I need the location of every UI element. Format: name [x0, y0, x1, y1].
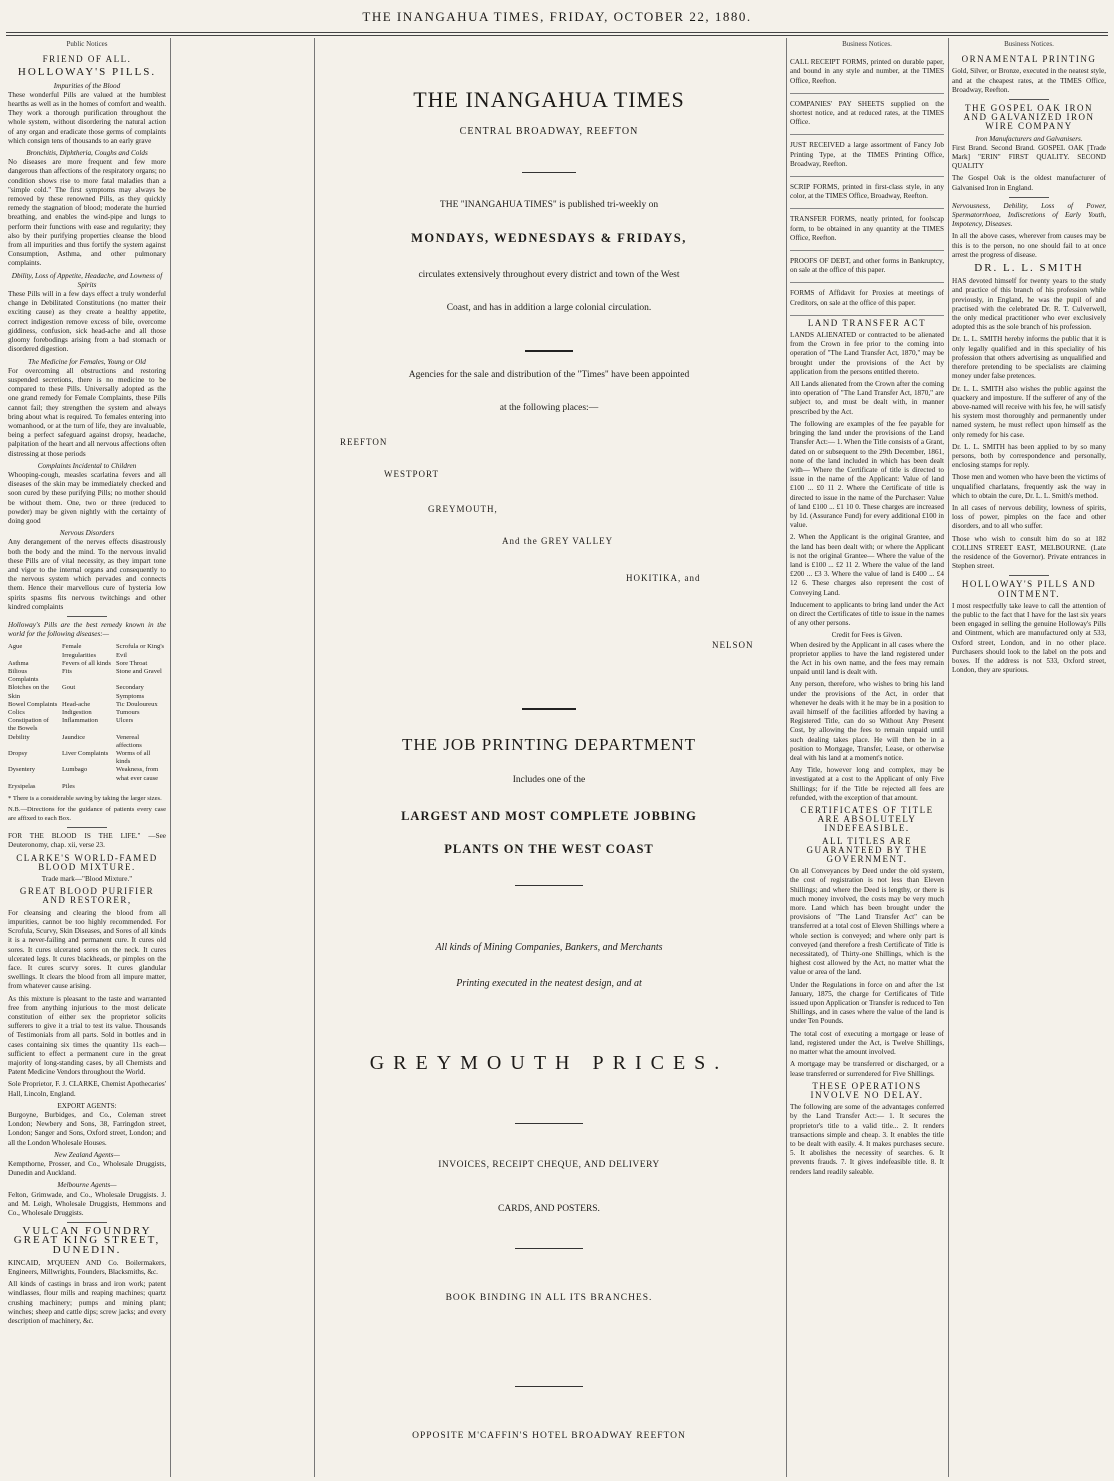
column-separator — [948, 38, 949, 1477]
disease-item: Venereal affections — [116, 733, 142, 749]
notice-heading: FRIEND OF ALL. — [42, 54, 132, 65]
paragraph: Dr. L. L. SMITH hereby informs the public that it is only legally qualified and in this speciality of his profession that others advertising as unqualified and therefore pretending to be specialists are claiming money under false pretences. — [952, 335, 1106, 381]
paragraph: First Brand. Second Brand. GOSPEL OAK [Trade Mark] "ERIN" FIRST QUALITY. SECOND QUALITY — [952, 143, 1106, 171]
subheading: Dbility, Loss of Appetite, Headache, and Lowness of Spirits — [11, 271, 163, 289]
disease-item: Gout — [62, 684, 76, 692]
subheading: Complaints Incidental to Children — [37, 461, 137, 470]
divider — [67, 827, 107, 828]
advert-address: CENTRAL BROADWAY, REEFTON — [459, 126, 639, 137]
disease-item: Dropsy — [8, 750, 28, 758]
notice-title: DR. L. L. SMITH — [974, 262, 1084, 275]
paragraph: The following are examples of the fee payable for bringing the land under the provisions of the Land Transfer Act:— 1. When the Title consists of a Grant, dated on or subsequent to the 29th December, 1861, none of the land included in which has been dealt with— Where the Certificate of title is directed to issue in the name of the Applicant: Value of land £100 ... £0 11 2. Where the Certificate of title is directed to issue in the name of the Purchaser: Value of land £100 ... £1 10 0. These charges are increased by 1d. (Assurance Fund) for every additional £100 in value. — [790, 419, 944, 530]
advert-text: THE "INANGAHUA TIMES" is published tri-weekly on — [439, 200, 659, 210]
paragraph: Inducement to applicants to bring land under the Act on direct the Certificates of title to issue in the names of any other persons. — [790, 600, 944, 628]
notice — [790, 212, 944, 251]
disease-item: Inflammation — [62, 717, 98, 725]
disease-item: Stone and Gravel — [116, 668, 162, 675]
column-business-notices — [790, 40, 944, 1475]
paragraph: COMPANIES' PAY SHEETS supplied on the shortest notice, and at reduced rates, at the TIMES Office. — [790, 99, 944, 127]
paragraph: Under the Regulations in force on and after the 1st January, 1875, the charge for Certificates of Title issued upon Application or Transfer is reduced to Ten Shillings, and in cases where the value of the land is under Ten Pounds. — [790, 980, 944, 1026]
advert-text: Coast, and has in addition a large colonial circulation. — [446, 303, 652, 313]
masthead — [0, 0, 1114, 34]
disease-item: Asthma — [8, 659, 29, 667]
paragraph: These wonderful Pills are valued at the humblest hearths as well as in the homes of comfort and wealth. They work a thorough purification throughout the whole system, without disordering the natural action of any organ and eradicate those germs of complaints which consign tens of thousands to an early grave — [8, 90, 166, 145]
paragraph: Those who wish to consult him do so at 182 COLLINS STREET EAST, MELBOURNE. (Late the residence of the Governor). Private entrances in Stephen street. — [952, 534, 1106, 571]
masthead-rule — [6, 32, 1108, 33]
paragraph: The following are some of the advantages conferred by the Land Transfer Act:— 1. It secures the proprietor's title to a valid title... 2. It renders transactions simple and cheap. 3. It enables the title to be dealt with easily. 4. It makes purchases secure. 5. It abolishes the necessity of searches. 6. It prevents frauds. 7. It gives indefeasible title. 8. It renders land readily saleable. — [790, 1103, 944, 1176]
paragraph: JUST RECEIVED a large assortment of Fancy Job Printing Type, at the TIMES Printing Office, Broadway, Reefton. — [790, 141, 944, 168]
subheading: Bronchitis, Diphtheria, Coughs and Colds — [26, 149, 148, 158]
divider — [522, 708, 576, 710]
disease-item: Dysentery — [8, 766, 36, 774]
notice-title: LAND TRANSFER ACT — [807, 317, 927, 328]
paragraph: Any person, therefore, who wishes to bring his land under the provisions of the Act, in order that whenever he deals with it he may be in a position to avail himself of the facilities afforded by having a Registered Title, can do so Without Any Present Cost, by allowing the fees to remain unpaid until such dealing takes place. He will then be in a position to Mortgage, Transfer, Lease, or otherwise deal with his land at a moment's notice. — [790, 680, 944, 762]
paragraph: For overcoming all obstructions and restoring suspended secretions, there is no medicine to be compared to these Pills. Universally adopted as the one grand remedy for Female Complaints, these Pills cannot fail; they strengthen the system and always bring about what is required. To females entering into womanhood, or at the turn of life, they are invaluable, being a perfect safeguard against dropsy, headache, palpitation of the heart and all nervous affections often distressing at those periods — [8, 366, 166, 458]
paragraph: In all cases of nervous debility, lowness of spirits, loss of power, pimples on the face and other disorders, and to all who suffer. — [952, 503, 1106, 531]
paragraph: Felton, Grimwade, and Co., Wholesale Druggists. J. and M. Leigh, Wholesale Druggists, Hemmons and Co., Wholesale Druggists. — [8, 1190, 166, 1217]
advert-text: at the following places:— — [499, 403, 599, 413]
column-separator — [786, 38, 787, 1477]
paragraph: KINCAID, M'QUEEN AND Co. Boilermakers, Engineers, Millwrights, Founders, Blacksmiths, &c. — [8, 1258, 166, 1276]
disease-item: Tumours — [116, 709, 140, 717]
advert-highlight: PLANTS ON THE WEST COAST — [444, 842, 654, 856]
disease-list — [8, 643, 166, 791]
disease-item: Worms of all kinds — [116, 750, 151, 766]
advert-text: circulates extensively throughout every district and town of the West — [418, 270, 680, 280]
divider — [515, 885, 583, 886]
notice-title: CLARKE'S WORLD-FAMED BLOOD MIXTURE. — [16, 852, 158, 872]
notice-title: ORNAMENTAL PRINTING — [961, 54, 1097, 65]
subheading: Iron Manufacturers and Galvanisers. — [975, 134, 1083, 143]
divider — [515, 1123, 583, 1124]
masthead-rule-2 — [6, 35, 1108, 36]
paragraph: HAS devoted himself for twenty years to the study and practice of this branch of his profession while previously, in England, he was the pupil of and practised with the celebrated Dr. R. T. Culverwell, the only medical practitioner who ever exclusively adopted this as the sole branch of his profession. — [952, 277, 1106, 332]
disease-item: Liver Complaints — [62, 750, 109, 758]
paragraph: Any derangement of the nerves effects disastrously both the body and the mind. To the nervous invalid these Pills are of vital necessity, as they impart tone and vigor to the internal organs and consequently to the nervous system which pervades and connects them. Hence their marvellous cure of hysteria low spirits spasms fits nervous twitchings and other kindred complaints — [8, 538, 166, 611]
masthead-line: THE INANGAHUA TIMES, FRIDAY, OCTOBER 22, 1880. — [362, 9, 752, 24]
disease-item: Ulcers — [116, 717, 134, 725]
paragraph: For cleansing and clearing the blood from all impurities, cannot be too highly recommended. For Scrofula, Scurvy, Skin Diseases, and Sores of all kinds it is a never-failing and permanent cure. It cures old sores. It cures ulcerated sores on the neck. It cures ulcerated legs. It cures blackheads, or pimples on the face. It cures scurvy sores. It cures glandular swellings. It clears the blood from all impure matter, from whatever cause arising. — [8, 908, 166, 991]
advert-text: Includes one of the — [512, 775, 586, 785]
paragraph: The total cost of executing a mortgage or lease of land, registered under the Act, is Twelve Shillings, no matter what the amount involved. — [790, 1029, 944, 1057]
divider — [515, 1248, 583, 1249]
place-name: GREYMOUTH, — [428, 504, 498, 514]
disease-item: Head-ache — [62, 700, 91, 708]
paragraph: A mortgage may be transferred or discharged, or a lease transferred or surrendered for Five Shillings. — [790, 1060, 944, 1078]
paragraph: No diseases are more frequent and few more dangerous than affections of the respiratory organs; no condition shows rise to more fatal maladies than a "simple cold." The first symptoms may always be removed by these renowned Pills, as they quickly remedy the stagnation of blood; moderate the hurried breathing, and enables the wind-pipe and lungs to perform their functions with ease and regularity; they also by their purifying properties cleanse the blood from all impurities and thus fortify the system against Consumption, Asthma, and other pulmonary complaints. — [8, 158, 166, 268]
notice — [790, 97, 944, 136]
advert-highlight: LARGEST AND MOST COMPLETE JOBBING — [401, 809, 697, 823]
paragraph: PROOFS OF DEBT, and other forms in Bankruptcy, on sale at the office of this paper. — [790, 257, 944, 275]
disease-item: Ague — [8, 643, 23, 651]
disease-item: Bowel Complaints — [8, 700, 58, 708]
paragraph: Holloway's Pills are the best remedy known in the world for the following diseases:— — [8, 620, 166, 639]
disease-item — [116, 783, 166, 791]
paragraph: On all Conveyances by Deed under the old system, the cost of registration is not less than Eleven Shillings; and where the Deed is lengthy, or there is much money involved, the costs may be very much more. Land which has been brought under the provisions of "The Land Transfer Act" can be transferred at a total cost of Eleven Shillings where a whole section is conveyed; and where only part is conveyed (and therefore a fresh Certificate of Title is necessitated), of Thirty-one Shillings, which is the highest cost allowed by the Act, no matter what the value or area of the land. — [790, 867, 944, 977]
paragraph: As this mixture is pleasant to the taste and warranted free from anything injurious to the most delicate constitution of either sex the proprietor solicits sufferers to give it a trial to test its value. Thousands of Testimonials from all parts. Sold in bottles and in cases containing six times the quantity 11s each—sufficient to effect a permanent cure in the great majority of long-standing cases, by all Chemists and Patent Medicine Vendors throughout the World. — [8, 994, 166, 1077]
paragraph: Nervousness, Debility, Loss of Power, Spermatorrhoea, Indiscretions of Early Youth, Impotency, Diseases. — [952, 201, 1106, 229]
subheading: Credit for Fees is Given. — [831, 631, 903, 640]
subheading: Impurities of the Blood — [53, 81, 121, 90]
paragraph: I most respectfully take leave to call the attention of the public to the fact that I have for the last six years been engaged in selling the genuine Holloway's Pills and Ointment, which are manufactured only at 533, Oxford street, London, and in no other place. Purchasers should look to the label on the pots and boxes. If the address is not 533, Oxford street, London, they are spurious. — [952, 601, 1106, 675]
disease-item: Piles — [62, 782, 75, 790]
subheading: Melbourne Agents— — [57, 1181, 117, 1190]
disease-item: Bilious Complaints — [8, 668, 39, 684]
divider — [67, 616, 107, 617]
subheading: Trade mark—"Blood Mixture." — [41, 875, 133, 884]
disease-item: Female Irregularities — [62, 643, 97, 659]
subheading: EXPORT AGENTS: — [57, 1101, 117, 1110]
advert-text: All kinds of Mining Companies, Bankers, and Merchants — [435, 942, 663, 953]
advert-text: Printing executed in the neatest design, and at — [456, 978, 642, 989]
divider — [515, 1386, 583, 1387]
notice — [790, 286, 944, 315]
paragraph: Sole Proprietor, F. J. CLARKE, Chemist Apothecaries' Hall, Lincoln, England. — [8, 1080, 166, 1098]
times-advertisement — [318, 40, 780, 1475]
paragraph: TRANSFER FORMS, neatly printed, for foolscap form, to be obtained in any quantity at the TIMES Office, Reefton. — [790, 215, 944, 242]
disease-item: Debility — [8, 733, 30, 741]
disease-item: Jaundice — [62, 733, 86, 741]
disease-item: Secondary Symptoms — [116, 684, 145, 700]
column-header: Business Notices. — [1004, 40, 1054, 48]
divider — [1009, 575, 1049, 576]
divider — [1009, 197, 1049, 198]
column-public-notices — [8, 40, 166, 1475]
disease-item: Lumbago — [62, 766, 88, 774]
paragraph: Any Title, however long and complex, may be investigated at a cost to the Applicant of only Five Shillings; for if the Title be rejected all fees are refunded, with the exception of that amount. — [790, 766, 944, 802]
advert-dept: THE JOB PRINTING DEPARTMENT — [401, 735, 697, 754]
column-separator — [314, 38, 315, 1477]
column-header: Business Notices. — [842, 40, 892, 48]
notice — [790, 254, 944, 283]
disease-item: Colics — [8, 709, 25, 717]
column-header: Public Notices — [66, 40, 108, 48]
place-name: NELSON — [712, 640, 754, 650]
notice-title: THE GOSPEL OAK IRON AND GALVANIZED IRON WIRE COMPANY — [963, 103, 1095, 132]
notice-title: ALL TITLES ARE GUARANTEED BY THE GOVERNMENT. — [806, 835, 928, 865]
paragraph: SCRIP FORMS, printed in first-class style, in any color, at the TIMES Office, Broadway, Reefton. — [790, 183, 944, 201]
notice — [790, 55, 944, 94]
paragraph: In all the above cases, wherever from causes may be this is to the person, no one should fail to at once arrest the progress of disease. — [952, 232, 1106, 259]
column-business-notices-2 — [952, 40, 1106, 1475]
divider — [1009, 99, 1049, 100]
paragraph: Dr. L. L. SMITH also wishes the public against the quackery and imposture. If the sufferer of any of the above-named will receive with his fee, he will satisfy his system most thoroughly and permanently under named system, he must reflect upon himself as the only remedy for his case. — [952, 384, 1106, 439]
paragraph: CALL RECEIPT FORMS, printed on durable paper, and bound in any style and number, at the TIMES Office, Reefton. — [790, 58, 944, 85]
divider — [522, 172, 576, 173]
notice-title: VULCAN FOUNDRY GREAT KING STREET, DUNEDIN. — [13, 1225, 161, 1256]
place-name: REEFTON — [340, 437, 388, 447]
paragraph: The Gospel Oak is the oldest manufacturer of Galvanised Iron in England. — [952, 174, 1106, 192]
divider — [67, 1222, 107, 1223]
paragraph: Kempthorne, Prosser, and Co., Wholesale Druggists, Dunedin and Auckland. — [8, 1159, 166, 1178]
disease-item: Scrofula or King's Evil — [116, 643, 165, 659]
advert-text: BOOK BINDING IN ALL ITS BRANCHES. — [445, 1293, 653, 1303]
column-blank — [176, 40, 308, 1475]
disease-item: Blotches on the Skin — [8, 684, 50, 700]
divider — [525, 350, 573, 352]
advert-text: CARDS, AND POSTERS. — [498, 1204, 600, 1214]
paragraph: * There is a considerable saving by taking the larger sizes. — [8, 795, 162, 803]
paragraph: These Pills will in a few days effect a truly wonderful change in Debilitated Constitutions (no matter their exciting cause) as they create a healthy appetite, correct indigestion remove excess of bile, overcome giddiness, confusion, sick head-ache and all those gloomy forebodings arising from a bad stomach or disordered digestion. — [8, 290, 166, 354]
paragraph: 2. When the Applicant is the original Grantee, and the land has been dealt with; or where the Applicant is not the original Grantee— Where the value of the land is £100 ... £2 11 2. Where the value of the land £200 ... £3 3. Where the value of land is £400 ... £4 12 6. These charges also represent the cost of Conveying Land. — [790, 533, 944, 597]
paragraph: FOR THE BLOOD IS THE LIFE." —See Deuteronomy, chap. xii, verse 23. — [8, 832, 166, 850]
disease-item: Erysipelas — [8, 782, 36, 790]
notice-title: THESE OPERATIONS INVOLVE NO DELAY. — [810, 1080, 924, 1100]
disease-item: Fevers of all kinds — [62, 659, 111, 667]
disease-item: Indigestion — [62, 709, 92, 717]
notice-heading: GREAT BLOOD PURIFIER AND RESTORER, — [19, 886, 155, 906]
advert-title: THE INANGAHUA TIMES — [413, 87, 685, 112]
notice-title: HOLLOWAY'S PILLS AND OINTMENT. — [961, 579, 1097, 599]
place-name: WESTPORT — [384, 469, 439, 479]
disease-item: Tic Douloureux — [116, 700, 158, 708]
disease-item: Fits — [62, 668, 72, 675]
advert-prices: GREYMOUTH PRICES. — [369, 1052, 729, 1074]
subheading: New Zealand Agents— — [54, 1150, 120, 1159]
paragraph: All Lands alienated from the Crown after the coming into operation of "The Land Transfer Act, 1870," are subject to, and must be dealt with, in manner prescribed by the Act. — [790, 380, 944, 416]
advert-text: INVOICES, RECEIPT CHEQUE, AND DELIVERY — [438, 1160, 660, 1170]
paragraph: Whooping-cough, measles scarlatina fevers and all diseases of the skin may be immediately checked and soon cured by these purifying Pills; no mother should be without them. One, two or three (reduced to powder) may be given nightly with the certainty of doing good — [8, 470, 166, 525]
place-name: And the GREY VALLEY — [502, 536, 614, 546]
paragraph: N.B.—Directions for the guidance of patients every case are affixed to each Box. — [8, 806, 166, 822]
advert-footer: OPPOSITE M'CAFFIN'S HOTEL BROADWAY REEFTON — [412, 1431, 686, 1441]
place-name: HOKITIKA, and — [626, 573, 701, 583]
disease-item: Constipation of the Bowels — [8, 717, 49, 733]
column-separator — [170, 38, 171, 1477]
paragraph: Those men and women who have been the victims of unqualified charlatans, frequently ask the way in which to obtain the cure, Dr. L. L. Smith's method. — [952, 473, 1106, 500]
advert-days: MONDAYS, WEDNESDAYS & FRIDAYS, — [411, 231, 687, 245]
notice — [790, 138, 944, 177]
paragraph: Dr. L. L. SMITH has been applied to by so many persons, both by correspondence and personally, enclosing stamps for reply. — [952, 442, 1106, 470]
notice-title: HOLLOWAY'S PILLS. — [17, 66, 157, 79]
notice — [790, 180, 944, 209]
paragraph: LANDS ALIENATED or contracted to be alienated from the Crown in fee prior to the coming into operation of "The Land Transfer Act, 1870," may be brought under the provisions of the Act by application from the persons entitled thereto. — [790, 331, 944, 376]
subheading: Nervous Disorders — [59, 529, 115, 538]
subheading: The Medicine for Females, Young or Old — [28, 357, 146, 366]
paragraph: Gold, Silver, or Bronze, executed in the neatest style, and at the cheapest rates, at the TIMES Office, Broadway, Reefton. — [952, 67, 1106, 94]
disease-item: Weakness, from what ever cause — [116, 766, 159, 782]
paragraph: FORMS of Affidavit for Proxies at meetings of Creditors, on sale at the office of this paper. — [790, 289, 944, 307]
paragraph: All kinds of castings in brass and iron work; patent windlasses, flour mills and reaping machines; quartz crushing machinery; pumps and mining plant; winches; sheep and cattle dips; screw jacks; and every description of machinery, &c. — [8, 1280, 166, 1326]
notice-title: CERTIFICATES OF TITLE ARE ABSOLUTELY INDEFEASIBLE. — [800, 805, 934, 834]
advert-text: Agencies for the sale and distribution of the "Times" have been appointed — [408, 370, 690, 380]
paragraph: When desired by the Applicant in all cases where the proprietor applies to have the land registered under the Act in his own name, and the fees may remain unpaid until land is dealt with. — [790, 640, 944, 677]
disease-item: Sore Throat — [116, 659, 148, 667]
paragraph: Burgoyne, Burbidges, and Co., Coleman street London; Newbery and Sons, 38, Farringdon street, London; Sanger and Sons, Oxford street, London; and all the London Wholesale Houses. — [8, 1110, 166, 1147]
